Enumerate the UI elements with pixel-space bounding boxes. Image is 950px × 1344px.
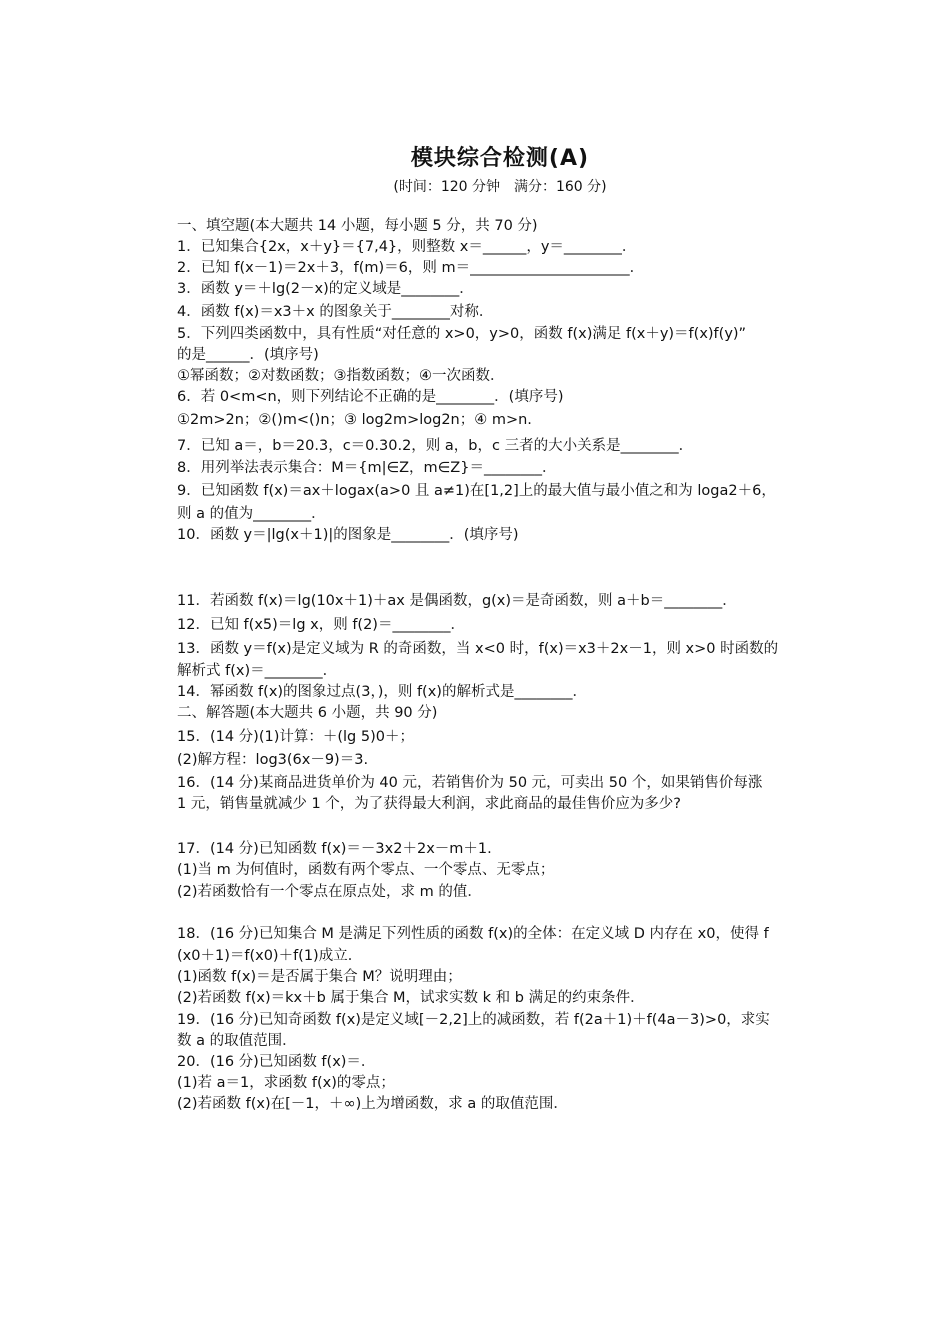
section-heading-solve: 二、解答题(本大题共 6 小题，共 90 分) [177,705,438,721]
question-4: 4．函数 f(x)＝x3＋x 的图象关于________对称． [177,304,494,320]
question-7: 7．已知 a＝，b＝20.3，c＝0.30.2，则 a，b，c 三者的大小关系是________． [177,438,694,454]
question-15-part-1: 15．(14 分)(1)计算：＋(lg 5)0＋； [177,729,414,745]
question-18-part-1: (1)函数 f(x)＝是否属于集合 M？说明理由； [177,969,462,985]
question-9: 9．已知函数 f(x)＝ax＋logax(a>0 且 a≠1)在[1,2]上的最大值与最小值之和为 loga2＋6， [177,483,776,499]
question-17-part-2: (2)若函数恰有一个零点在原点处，求 m 的值． [177,884,482,900]
question-16: 16．(14 分)某商品进货单价为 40 元，若销售价为 50 元，可卖出 50 个，如果销售价每涨 [177,775,763,791]
question-20-part-1: (1)若 a＝1，求函数 f(x)的零点； [177,1075,395,1091]
question-18-part-2: (2)若函数 f(x)＝kx＋b 属于集合 M，试求实数 k 和 b 满足的约束条件． [177,990,645,1006]
question-6: 6．若 0<m<n，则下列结论不正确的是________．(填序号) [177,389,564,405]
question-1: 1．已知集合{2x，x＋y}＝{7,4}，则整数 x＝______，y＝________． [177,239,637,255]
question-5-options: ①幂函数；②对数函数；③指数函数；④一次函数． [177,368,505,384]
question-3: 3．函数 y＝＋lg(2－x)的定义域是________． [177,281,474,297]
question-18: 18．(16 分)已知集合 M 是满足下列性质的函数 f(x)的全体：在定义域 D 内存在 x0，使得 f [177,926,769,942]
question-18-continued: (x0＋1)＝f(x0)＋f(1)成立． [177,948,363,964]
question-8: 8．用列举法表示集合：M＝{m|∈Z，m∈Z}＝________． [177,460,557,476]
question-16-continued: 1 元，销售量就减少 1 个，为了获得最大利润，求此商品的最佳售价应为多少? [177,796,681,812]
page-title: 模块综合检测(A) [410,146,590,171]
question-17: 17．(14 分)已知函数 f(x)＝－3x2＋2x－m＋1. [177,841,492,857]
question-5: 5．下列四类函数中，具有性质“对任意的 x>0，y>0，函数 f(x)满足 f(x＋y)＝f(x)f(y)” [177,326,747,342]
question-12: 12．已知 f(x5)＝lg x，则 f(2)＝________． [177,617,465,633]
question-11: 11．若函数 f(x)＝lg(10x＋1)＋ax 是偶函数，g(x)＝是奇函数，则 a＋b＝________． [177,593,737,609]
question-5-continued: 的是______．(填序号) [177,347,319,363]
exam-info: (时间：120 分钟 满分：160 分) [393,179,607,195]
question-13: 13．函数 y＝f(x)是定义域为 R 的奇函数，当 x<0 时，f(x)＝x3＋2x－1，则 x>0 时函数的 [177,641,779,657]
question-17-part-1: (1)当 m 为何值时，函数有两个零点、一个零点、无零点； [177,862,555,878]
question-2: 2．已知 f(x－1)＝2x＋3，f(m)＝6，则 m＝______________________． [177,260,645,276]
question-10: 10．函数 y＝|lg(x＋1)|的图象是________．(填序号) [177,527,519,543]
section-heading-fill-in: 一、填空题(本大题共 14 小题，每小题 5 分，共 70 分) [177,218,538,234]
question-6-options: ①2m>2n；②()m<()n；③ log2m>log2n；④ m>n. [177,412,532,428]
question-20: 20．(16 分)已知函数 f(x)＝． [177,1054,376,1070]
question-13-continued: 解析式 f(x)＝________． [177,663,338,679]
question-9-continued: 则 a 的值为________． [177,506,326,522]
question-14: 14．幂函数 f(x)的图象过点(3，)，则 f(x)的解析式是________． [177,684,587,700]
question-19-continued: 数 a 的取值范围． [177,1033,297,1049]
question-15-part-2: (2)解方程：log3(6x－9)＝3. [177,752,369,768]
question-19: 19．(16 分)已知奇函数 f(x)是定义域[－2,2]上的减函数，若 f(2a＋1)＋f(4a－3)>0，求实 [177,1012,770,1028]
question-20-part-2: (2)若函数 f(x)在[－1，＋∞)上为增函数，求 a 的取值范围． [177,1096,568,1112]
